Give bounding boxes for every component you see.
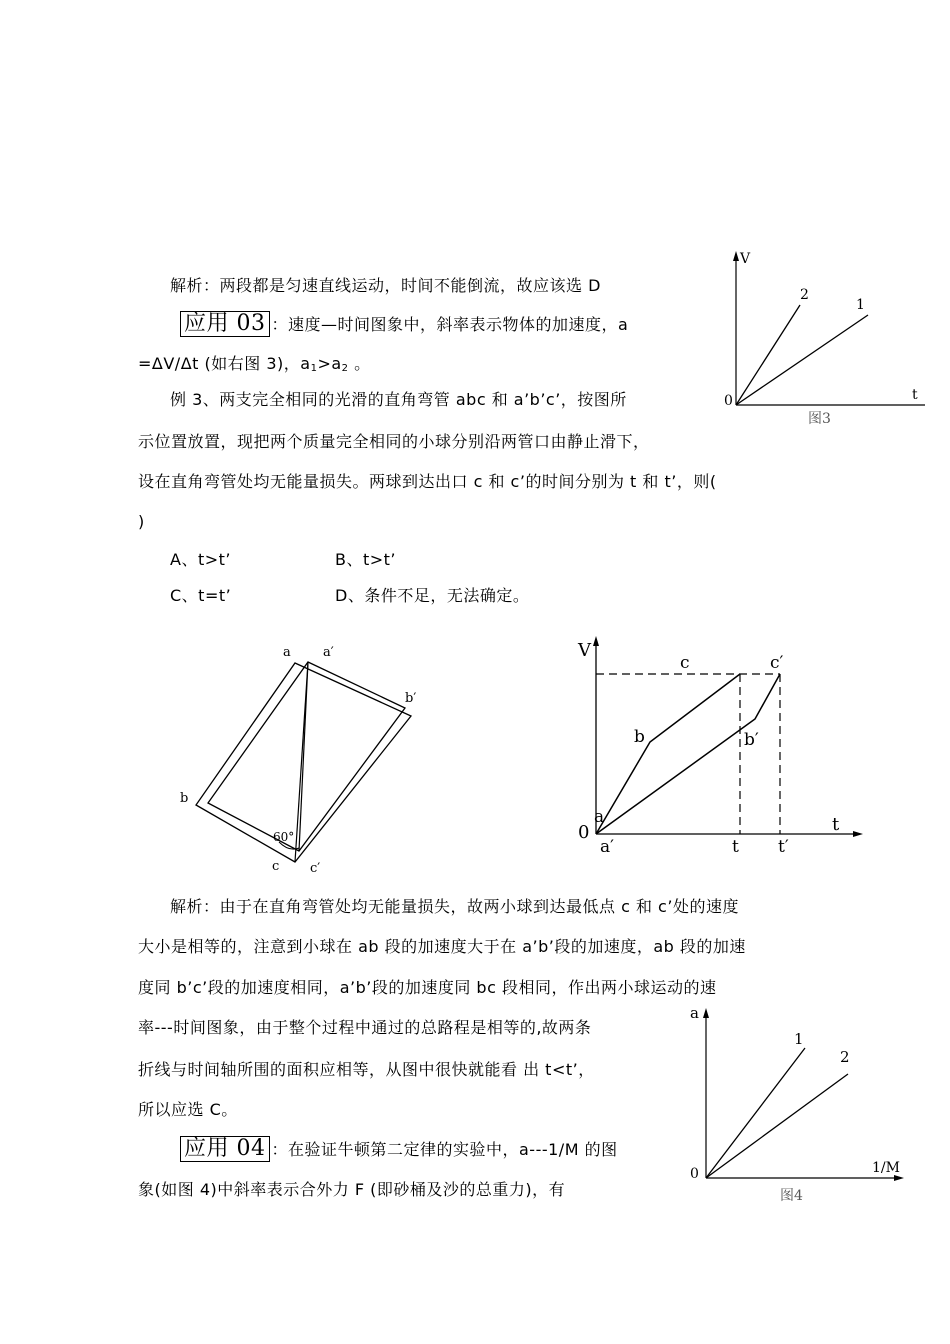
fig3-origin: 0 <box>724 393 733 409</box>
tube-chord-c <box>295 662 308 862</box>
text-para-8: 象(如图 4)中斜率表示合外力 F (即砂桶及沙的总重力)，有 <box>138 1180 566 1199</box>
vt-diagram <box>570 630 860 865</box>
text-line-7: ) <box>138 512 145 531</box>
text-para-7 <box>180 1136 618 1162</box>
vt-tick-t: t <box>732 837 739 857</box>
vt-label-c-prime: c′ <box>770 653 784 673</box>
formula-end: 。 <box>348 354 371 373</box>
formula-prefix: =ΔV/Δt (如右图 3)，a <box>138 354 311 373</box>
text-line-3 <box>138 354 371 379</box>
tube-diagram <box>175 640 435 885</box>
sub-2: 2 <box>341 363 349 374</box>
app04-text: ：在验证牛顿第二定律的实验中，a---1/M 的图 <box>271 1140 618 1159</box>
sub-1: 1 <box>310 363 318 374</box>
fig3-line-1 <box>736 315 868 405</box>
app03-text: ：速度—时间图象中，斜率表示物体的加速度，a <box>271 315 629 334</box>
vt-label-b: b <box>634 727 645 747</box>
fig3-caption: 图3 <box>808 411 831 427</box>
vt-tick-t-prime: t′ <box>778 837 789 857</box>
text-para-3: 度同 b’c’段的加速度相同，a’b’段的加速度同 bc 段相同，作出两小球运动的速 <box>138 978 717 997</box>
vt-origin: 0 <box>578 822 590 843</box>
vt-x-label: t <box>832 814 840 835</box>
vt-label-a-prime: a′ <box>600 837 614 857</box>
fig4-caption: 图4 <box>780 1188 803 1204</box>
vt-path-abc <box>596 674 740 834</box>
fig4-y-arrow <box>703 1008 709 1018</box>
text-para-5: 折线与时间轴所围的面积应相等，从图中很快就能看 出 t<t’， <box>138 1060 595 1079</box>
text-line-4: 例 3、两支完全相同的光滑的直角弯管 abc 和 a’b’c’，按图所 <box>170 390 627 409</box>
text-line-5: 示位置放置，现把两个质量完全相同的小球分别沿两管口由静止滑下， <box>138 432 650 451</box>
fig4-origin: 0 <box>690 1166 699 1182</box>
vt-path-a2b2c2 <box>596 674 780 834</box>
label-b-prime: b′ <box>405 691 417 706</box>
label-b: b <box>180 791 189 806</box>
fig4-line-2 <box>706 1074 848 1178</box>
option-a: A、t>t’ <box>170 550 231 569</box>
app04-label: 应用 04 <box>180 1136 270 1162</box>
formula-mid: >a <box>317 354 342 373</box>
text-para-1: 解析：由于在直角弯管处均无能量损失，故两小球到达最低点 c 和 c’处的速度 <box>170 897 739 916</box>
vt-x-arrow <box>853 831 863 837</box>
fig4-line1-label: 1 <box>794 1030 804 1048</box>
vt-label-b-prime: b′ <box>744 730 759 750</box>
label-a: a <box>283 645 291 660</box>
vt-label-c: c <box>680 653 690 673</box>
figure-3 <box>720 245 930 430</box>
vt-y-label: V <box>578 640 591 661</box>
vt-label-a: a <box>594 807 605 827</box>
fig4-x-label: 1/M <box>872 1160 900 1176</box>
figure-4 <box>680 1000 910 1210</box>
label-a-prime: a′ <box>323 645 334 660</box>
fig4-line-1 <box>706 1048 805 1178</box>
option-c: C、t=t’ <box>170 586 232 605</box>
text-line-6: 设在直角弯管处均无能量损失。两球到达出口 c 和 c’的时间分别为 t 和 t’，则( <box>138 472 717 491</box>
angle-label: 60° <box>273 830 295 844</box>
option-d: D、条件不足，无法确定。 <box>335 586 530 605</box>
text-para-2: 大小是相等的，注意到小球在 ab 段的加速度大于在 a’b’段的加速度，ab 段的加速 <box>138 937 746 956</box>
label-c: c <box>272 859 280 874</box>
label-c-prime: c′ <box>310 861 321 876</box>
fig3-line-2 <box>736 305 800 405</box>
text-line-1: 解析：两段都是匀速直线运动，时间不能倒流，故应该选 D <box>170 276 601 295</box>
fig3-y-label: V <box>740 251 751 267</box>
text-para-6: 所以应选 C。 <box>138 1100 238 1119</box>
fig4-y-label: a <box>690 1004 699 1022</box>
app03-label: 应用 03 <box>180 311 270 337</box>
fig3-line2-label: 2 <box>800 287 809 303</box>
fig3-line1-label: 1 <box>856 297 865 313</box>
fig3-y-arrow <box>733 251 739 261</box>
text-line-2 <box>180 311 628 337</box>
text-para-4: 率---时间图象，由于整个过程中通过的总路程是相等的,故两条 <box>138 1018 592 1037</box>
option-b: B、t>t’ <box>335 550 397 569</box>
fig4-line2-label: 2 <box>840 1048 850 1066</box>
fig3-x-label: t <box>912 387 918 403</box>
vt-y-arrow <box>593 636 599 646</box>
